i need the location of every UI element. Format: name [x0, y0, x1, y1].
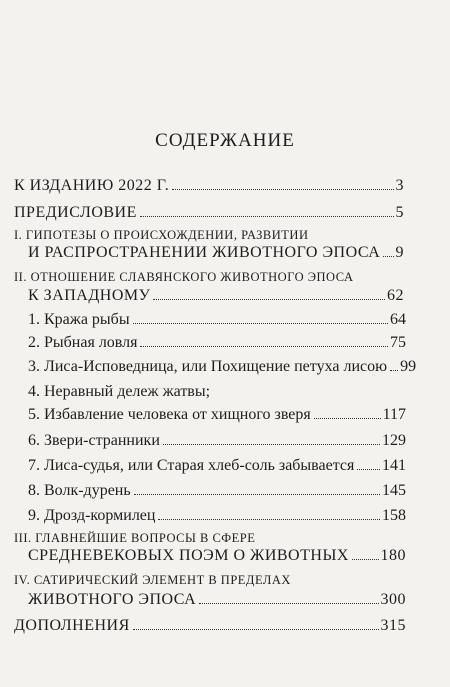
toc-entry-title: 5. Избавление человека от хищного зверя: [28, 406, 311, 423]
toc-entry-page: 62: [387, 287, 404, 304]
toc-entry-line1: III. ГЛАВНЕЙШИЕ ВОПРОСЫ В СФЕРЕ: [14, 531, 256, 545]
toc-entry-page: 99: [400, 358, 417, 375]
toc-entry-page: 145: [382, 482, 406, 499]
toc-entry: [28, 507, 406, 525]
toc-entry: [28, 457, 406, 475]
toc-entry-title: К ЗАПАДНОМУ: [28, 287, 151, 304]
page-title: СОДЕРЖАНИЕ: [155, 130, 295, 151]
dot-leader: [352, 559, 379, 560]
toc-entry-page: 3: [395, 177, 404, 194]
dot-leader: [172, 189, 393, 190]
toc-entry: [14, 617, 406, 635]
toc-entry-page: 300: [380, 591, 406, 608]
toc-entry-page: 64: [390, 311, 406, 328]
toc-entry: [28, 287, 404, 305]
toc-entry-title: 1. Кража рыбы: [28, 311, 130, 328]
toc-entry: [28, 406, 406, 424]
dot-leader: [133, 323, 388, 324]
toc-entry-line1: II. ОТНОШЕНИЕ СЛАВЯНСКОГО ЖИВОТНОГО ЭПОСА: [14, 270, 354, 284]
dot-leader: [199, 603, 378, 604]
toc-entry-page: 117: [382, 406, 406, 423]
toc-entry-page: 315: [380, 617, 406, 634]
toc-entry: [28, 591, 406, 609]
toc-entry-title: ПРЕДИСЛОВИЕ: [14, 204, 137, 221]
dot-leader: [383, 256, 393, 257]
toc-entry-title: 3. Лиса-Исповедница, или Похищение петуха лисою: [28, 358, 388, 375]
toc-entry-title: ДОПОЛНЕНИЯ: [14, 617, 130, 634]
toc-entry: [28, 482, 406, 500]
toc-entry-page: 75: [390, 334, 406, 351]
toc-entry-title: 6. Звери-странники: [28, 432, 160, 449]
toc-entry: [28, 334, 406, 352]
toc-entry-title: И РАСПРОСТРАНЕНИИ ЖИВОТНОГО ЭПОСА: [28, 244, 381, 261]
dot-leader: [140, 346, 388, 347]
toc-entry-page: 9: [395, 244, 404, 261]
toc-entry-title: 2. Рыбная ловля: [28, 334, 138, 351]
toc-entry-page: 158: [382, 507, 406, 524]
dot-leader: [158, 519, 380, 520]
toc-entry-page: 129: [382, 432, 406, 449]
dot-leader: [390, 370, 398, 371]
dot-leader: [314, 418, 381, 419]
toc-entry-line1: I. ГИПОТЕЗЫ О ПРОИСХОЖДЕНИИ, РАЗВИТИИ: [14, 228, 309, 242]
dot-leader: [153, 299, 385, 300]
toc-entry: [28, 547, 406, 565]
toc-entry-title: 8. Волк-дурень: [28, 482, 131, 499]
toc-entry: [28, 311, 406, 329]
dot-leader: [140, 216, 394, 217]
toc-entry-page: 180: [380, 547, 406, 564]
toc-entry-title: СРЕДНЕВЕКОВЫХ ПОЭМ О ЖИВОТНЫХ: [28, 547, 349, 564]
toc-entry: [28, 358, 417, 376]
toc-entry-page: 5: [395, 204, 404, 221]
toc-entry-title: 4. Неравный дележ жатвы;: [28, 383, 211, 400]
toc-entry-title: 7. Лиса-судья, или Старая хлеб-соль забывается: [28, 457, 355, 474]
dot-leader: [357, 469, 380, 470]
toc-entry: [28, 383, 406, 401]
toc-entry-title: ЖИВОТНОГО ЭПОСА: [28, 591, 197, 608]
toc-entry-title: 9. Дрозд-кормилец: [28, 507, 156, 524]
toc-entry: [14, 204, 404, 222]
toc-entry: [28, 244, 404, 262]
toc-entry: [14, 177, 404, 195]
toc-entry-line1: IV. САТИРИЧЕСКИЙ ЭЛЕМЕНТ В ПРЕДЕЛАХ: [14, 573, 291, 587]
dot-leader: [163, 444, 380, 445]
toc-entry-page: 141: [382, 457, 406, 474]
dot-leader: [134, 494, 380, 495]
dot-leader: [133, 629, 379, 630]
toc-entry: [28, 432, 406, 450]
toc-entry-title: К ИЗДАНИЮ 2022 Г.: [14, 177, 170, 194]
